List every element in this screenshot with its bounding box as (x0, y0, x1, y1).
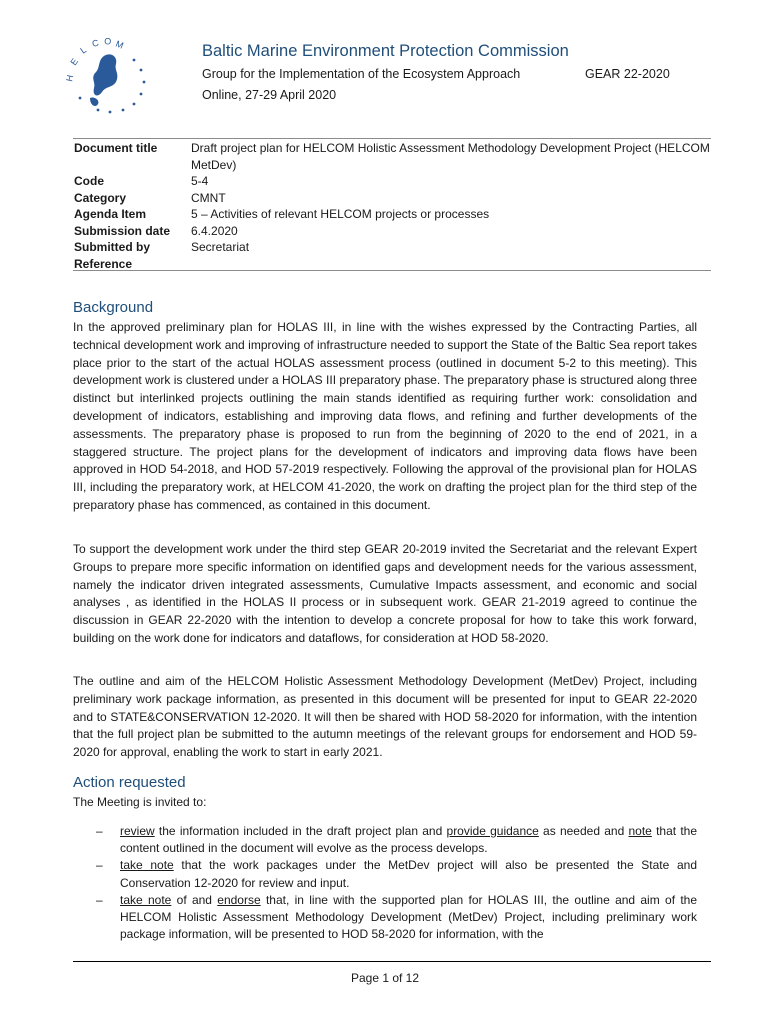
list-item (96, 892, 697, 944)
metadata-divider (73, 270, 711, 271)
meeting-group: Group for the Implementation of the Ecosystem Approach (202, 67, 521, 81)
action-verb: review (120, 824, 155, 838)
list-item (96, 857, 697, 891)
svg-text:H: H (64, 73, 76, 83)
meta-label: Document title (74, 141, 158, 155)
action-verb: note (628, 824, 652, 838)
page-number: Page 1 of 12 (350, 971, 420, 985)
svg-text:C: C (90, 37, 100, 49)
background-heading: Background (73, 299, 154, 316)
dash-bullet: – (96, 858, 103, 873)
background-paragraph-1: In the approved preliminary plan for HOLAS III, in line with the wishes expressed by the Contracting Parties, all technical development work and improving of infrastructure needed to support the State of the Baltic Sea report takes place prior to the start of the actual HOLAS assessment process (outlined in document 5-2 to this meeting). This development work is clustered under a HOLAS III preparatory phase. The preparatory phase is structured along three distinct but interlinked projects outlining the main stands identified as requiring further work: consolidation and development of indicators, establishing and improving data flows, and refining and further developments of the assessments. The preparatory phase is proposed to run from the beginning of 2020 to the end of 2021, in a staggered structure. The project plans for the development of indicators and improving data flows have been approved in HOD 54-2018, and HOD 57-2019 respectively. Following the approval of the provisional plan for HOLAS III, including the preparatory work, at HELCOM 41-2020, the work on drafting the project plan for the third step of the preparatory phase has commenced, as contained in this document. (73, 320, 697, 512)
meta-label: Category (74, 190, 127, 205)
action-heading: Action requested (73, 774, 186, 791)
meta-row-agenda-item (74, 206, 710, 223)
action-verb: provide guidance (446, 824, 539, 838)
meta-value: 5-4 (191, 174, 209, 188)
svg-text:L: L (78, 44, 89, 56)
action-text: that the work packages under the MetDev project will also be presented the State and Conservation 12-2020 for review and input. (120, 858, 697, 890)
background-paragraph-3: The outline and aim of the HELCOM Holistic Assessment Methodology Development (MetDev) Project, including preliminary work package information, as presented in this document will be presented for input to GEAR 22-2020 and to STATE&CONSERVATION 12-2020. It will then be shared with HOD 58-2020 for information, with the intention that the full project plan be submitted to the autumn meetings of the relevant groups for endorsement and HOD 59-2020 for approval, enabling the work to start in early 2021. (73, 674, 697, 760)
action-verb: take note (120, 892, 172, 907)
meta-row-code (74, 173, 710, 190)
meta-label: Reference (74, 256, 133, 271)
action-text: as needed and (538, 824, 629, 838)
meta-row-title (74, 140, 710, 173)
meta-row-submitted-by (74, 239, 710, 256)
svg-text:M: M (114, 38, 125, 51)
footer-divider (73, 961, 711, 962)
meta-value: CMNT (191, 190, 226, 205)
svg-text:O: O (103, 36, 112, 47)
action-text: that the content outlined in the document will evolve as the process develops. (120, 824, 698, 856)
org-title: Baltic Marine Environment Protection Commission (202, 42, 569, 60)
background-paragraph-2: To support the development work under the third step GEAR 20-2019 invited the Secretariat and the relevant Expert Groups to prepare more specific information on identified gaps and development needs for the various assessment, namely the indicator driven integrated assessments, Cumulative Impacts assessment, and economic and social analyses , as identified in the HOLAS II process or in subsequent work. GEAR 21-2019 agreed to continue the discussion in GEAR 22-2020 with the intention to develop a concrete proposal for how to take this work forward, building on the work done for indicators and dataflows, for consideration at HOD 58-2020. (73, 542, 697, 645)
header-divider (73, 138, 711, 139)
action-list (96, 823, 697, 943)
meta-value: Secretariat (191, 240, 250, 254)
action-verb: endorse (217, 892, 261, 907)
document-code: GEAR 22-2020 (585, 67, 670, 81)
action-text: the information included in the draft project plan and (154, 824, 447, 838)
meta-row-category (74, 190, 710, 207)
svg-text:E: E (68, 56, 81, 68)
list-item (96, 823, 697, 857)
dash-bullet: – (96, 824, 103, 838)
helcom-logo-graphic (66, 38, 158, 118)
meta-label: Submission date (74, 223, 171, 238)
action-text: that, in line with the supported plan for HOLAS III, the outline and aim of the HELCOM Holistic Assessment Methodology Development (MetDev) Project, including preliminary work package information, will be presented to HOD 58-2020 for information, with the (120, 892, 698, 942)
meta-label: Submitted by (74, 240, 151, 254)
meta-row-submission-date (74, 223, 710, 240)
action-verb: take note (120, 858, 174, 873)
meta-value: 5 – Activities of relevant HELCOM projects or processes (191, 207, 490, 221)
meta-value: Draft project plan for HELCOM Holistic Assessment Methodology Development Project (HELCOM MetDev) (191, 141, 710, 172)
meeting-date: Online, 27-29 April 2020 (202, 88, 337, 102)
meta-value: 6.4.2020 (191, 223, 238, 238)
document-metadata (74, 140, 710, 272)
dash-bullet: – (96, 892, 103, 907)
helcom-logo (66, 38, 158, 118)
action-text: of and (171, 892, 218, 907)
action-intro: The Meeting is invited to: (73, 795, 207, 809)
meta-label: Code (74, 174, 104, 188)
meta-label: Agenda Item (74, 207, 147, 221)
